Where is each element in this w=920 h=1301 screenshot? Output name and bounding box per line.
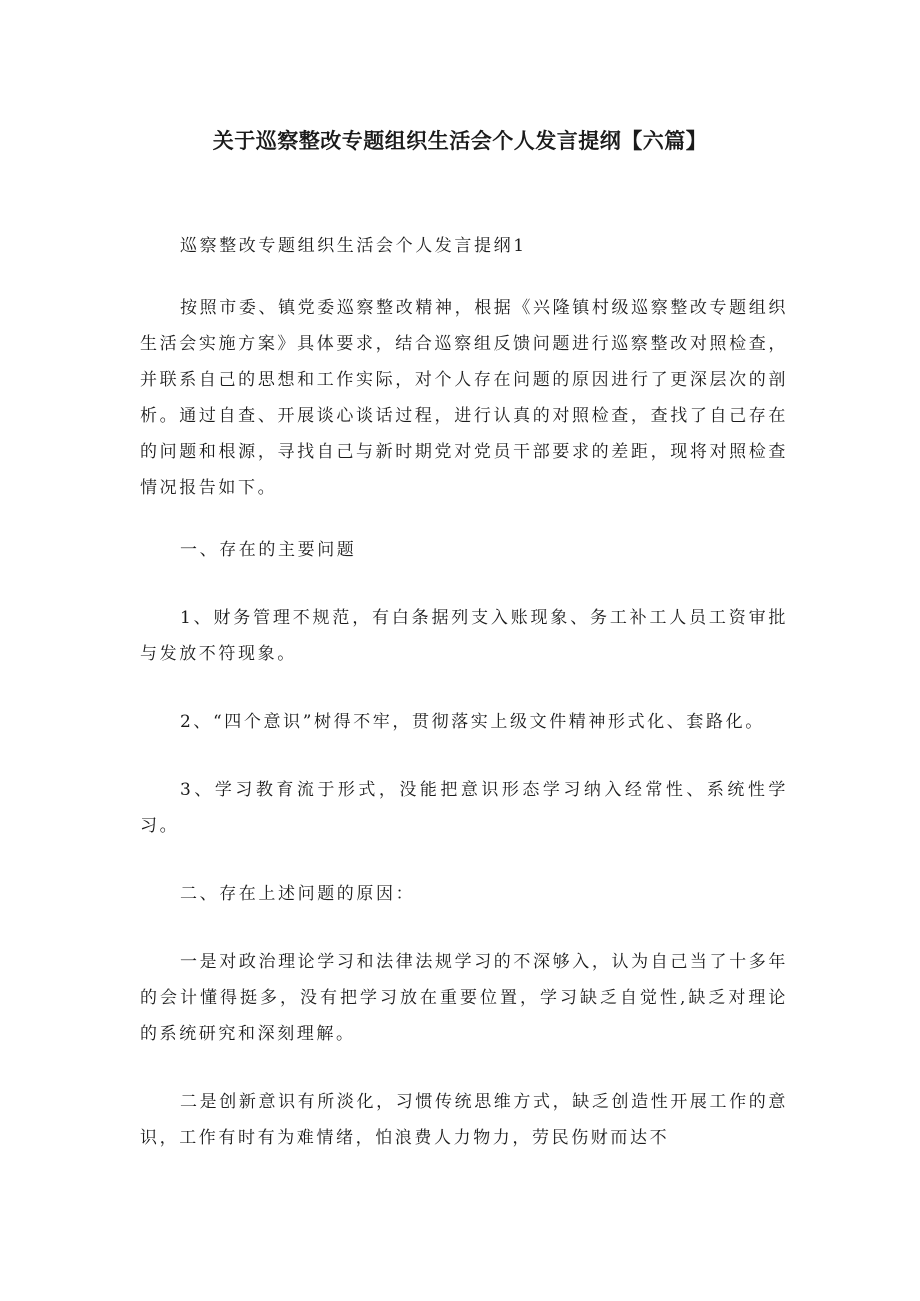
issue-item-2: 2、“四个意识”树得不牢，贯彻落实上级文件精神形式化、套路化。 xyxy=(180,712,765,732)
issue-item-1: 1、财务管理不规范，有白条据列支入账现象、务工补工人员工资审批与发放不符现象。 xyxy=(140,608,788,664)
article-subtitle: 巡察整改专题组织生活会个人发言提纲1 xyxy=(180,236,527,256)
section-heading-causes: 二、存在上述问题的原因： xyxy=(180,884,416,904)
cause-item-2: 二是创新意识有所淡化，习惯传统思维方式，缺乏创造性开展工作的意识，工作有时有为难情绪，怕浪费人力物力，劳民伤财而达不 xyxy=(140,1092,788,1148)
intro-paragraph: 按照市委、镇党委巡察整改精神，根据《兴隆镇村级巡察整改专题组织生活会实施方案》具体要求，结合巡察组反馈问题进行巡察整改对照检查，并联系自己的思想和工作实际，对个人存在问题的原因进行了更深层次的剖析。通过自查、开展谈心谈话过程，进行认真的对照检查，查找了自己存在的问题和根源，寻找自己与新时期党对党员干部要求的差距，现将对照检查情况报告如下。 xyxy=(140,298,788,498)
section-heading-main-problems: 一、存在的主要问题 xyxy=(180,540,357,560)
document-title: 关于巡察整改专题组织生活会个人发言提纲【六篇】 xyxy=(212,129,708,153)
cause-item-1: 一是对政治理论学习和法律法规学习的不深够入，认为自己当了十多年的会计懂得挺多，没有把学习放在重要位置，学习缺乏自觉性,缺乏对理论的系统研究和深刻理解。 xyxy=(140,952,788,1044)
issue-item-3: 3、学习教育流于形式，没能把意识形态学习纳入经常性、系统性学习。 xyxy=(140,780,788,836)
